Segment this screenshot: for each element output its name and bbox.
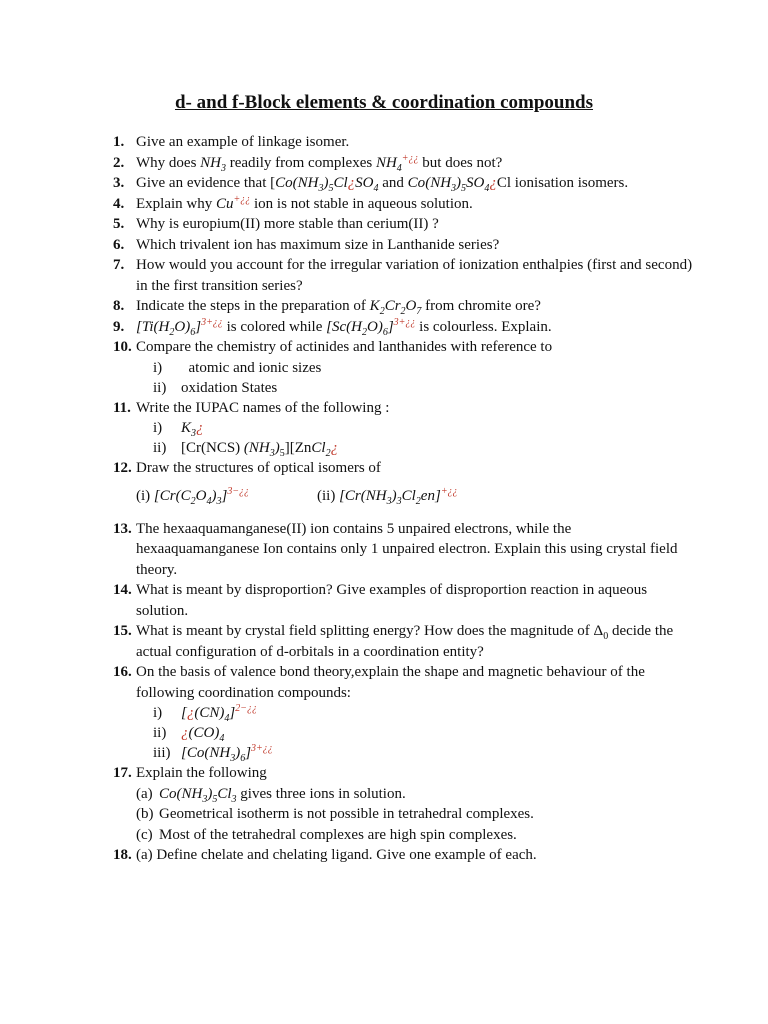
formula-part: Co [159,785,177,802]
formula-part: NH [365,487,387,504]
question-number: 1. [113,134,125,150]
formula: $[¿(CN)_4]^{2-¿¿}$ [181,703,257,724]
formula-part: O [195,487,207,504]
sub-item [113,743,693,763]
option-i [136,485,317,507]
sub-item [113,358,693,378]
question-text: What is meant by disproportion? Give examples of disproportion reaction in aqueous solution. [136,582,648,619]
subscript: 3 [231,793,237,805]
question-14 [113,580,693,621]
formula-part: Cr [344,487,361,504]
formula-part: NH [297,175,319,191]
charge-superscript: 3+¿¿ [201,316,223,328]
text-segment: Give an evidence that [ [136,175,276,191]
subscript: 3 [191,428,197,439]
charge-superscript: +¿¿ [401,152,419,164]
question-text: Explain the following [136,765,267,781]
formula-part: O [366,318,378,335]
text-segment: ion is not stable in aqueous solution. [250,195,473,212]
formula-part: [Cr(NCS) [181,440,244,456]
render-glyph: ¿ [181,725,189,741]
subscript: 3 [216,495,222,507]
subscript: 4 [373,183,379,194]
question-number: 18. [113,847,132,863]
formula: $[Ti(H_2O)_6]^{3+¿¿}$ [136,316,223,338]
sub-item [113,438,693,458]
formula-part: Cr [159,487,176,504]
subscript: 6 [190,326,196,338]
formula-part: Cr [384,298,401,314]
question-number: 14. [113,582,132,598]
formula-part: H [158,318,170,335]
question-number: 12. [113,460,132,476]
subscript: 2 [190,495,196,507]
formula [375,152,419,174]
subscript: 2 [361,326,367,338]
question-number: 2. [113,154,125,171]
question-1 [113,132,693,153]
question-text: (a) Define chelate and chelating ligand. Give one example of each. [136,847,537,863]
question-7 [113,255,693,296]
question-number: 9. [113,318,125,335]
render-glyph: ¿ [489,175,497,191]
question-10 [113,337,693,358]
question-8 [113,296,693,317]
question-4 [113,194,693,215]
subscript: 5 [212,793,218,805]
formula: $[Cr(NH_3)_3Cl_2en]^{+¿¿}$ [339,485,458,507]
text-segment: decide the actual configuration of d-orbitals in a coordination entity? [136,623,674,660]
sub-item [113,825,693,846]
question-text: Compare the chemistry of actinides and lanthanides with reference to [136,339,553,355]
text-segment: but does not? [418,154,503,171]
render-glyph: ¿ [196,420,204,436]
text-segment: and [378,175,408,191]
question-9 [113,317,693,338]
question-text: Give an example of linkage isomer. [136,134,350,150]
render-glyph: ¿ [186,705,195,721]
sub-item-text: Geometrical isotherm is not possible in tetrahedral complexes. [159,806,534,822]
subscript: 3 [386,495,392,507]
sub-item-number: i) [153,359,163,376]
text-segment: readily from complexes [226,154,376,171]
question-18 [113,845,693,866]
formula-part: NH [430,175,452,191]
sub-item-text: Most of the tetrahedral complexes are high spin complexes. [159,826,517,843]
subscript: 5 [461,183,467,194]
text-segment: Why does [136,154,201,171]
question-6 [113,235,693,256]
subscript: 2 [379,306,385,317]
subscript: 2 [325,448,331,459]
sub-item-text: atomic and ionic sizes [181,359,322,376]
formula-part: CO [193,725,215,741]
text-segment: from chromite ore? [421,298,541,314]
formula-part: H [351,318,362,335]
subscript: 6 [382,326,388,338]
sub-item [113,784,693,805]
question-text: How would you account for the irregular variation of ionization enthalpies (first and second) in the first transition series? [136,257,693,294]
formula: $Co(NH_3)_5Cl¿SO_4$ [275,175,379,194]
subscript: 5 [328,183,334,194]
text-segment: Explain why [136,195,216,212]
question-text: Why is europium(II) more stable than cerium(II) ? [136,216,439,232]
question-number: 11. [113,399,131,416]
charge-superscript: 3+¿¿ [251,743,273,754]
subscript: 3 [318,183,324,194]
charge-superscript: 2−¿¿ [235,703,257,714]
formula-part: $(NH_3)$ [243,440,280,459]
charge-superscript: 3−¿¿ [227,485,250,497]
formula-part: Co [275,175,293,191]
formula-part: SO [466,175,485,191]
question-number: 6. [113,236,125,253]
subscript: 0 [603,631,609,642]
formula-part: ][Zn [284,440,312,456]
sub-item [113,378,693,398]
question-number: 13. [113,520,132,537]
sub-item-number: ii) [153,440,167,456]
text-segment: What is meant by crystal field splitting energy? How does the magnitude of [136,623,594,639]
question-12 [113,458,693,479]
question-number: 4. [113,195,125,212]
formula-part: NH [248,440,270,456]
subscript: 4 [484,183,490,194]
text-segment: Indicate the steps in the preparation of [136,298,370,314]
sub-item-number: (c) [136,826,153,843]
question-3 [113,173,693,194]
formula-part: Δ [593,623,604,639]
formula-part: Cl [401,487,416,504]
sub-item-number: ii) [153,379,167,396]
text-segment: Cl ionisation isomers. [496,175,629,191]
question-13 [113,519,693,581]
question-number: 17. [113,765,132,781]
option-label: (i) [136,487,154,504]
subscript: 4 [224,713,230,724]
subscript: 7 [416,306,422,317]
formula [181,418,204,438]
subscript: 3 [221,162,226,174]
sub-item-number: (a) [136,785,153,802]
formula-part: [Sc [326,318,347,335]
sub-item-number: iii) [153,745,171,761]
formula-part: [Ti [136,318,154,335]
formula-part: Cl [311,440,326,456]
subscript: 2 [415,495,421,507]
formula: $[Co(NH_3)_6]^{3+¿¿}$ [181,743,273,764]
charge-superscript: 3+¿¿ [393,316,416,328]
formula [593,623,609,642]
formula-part: NH [200,154,221,171]
question-text: Write the IUPAC names of the following : [136,399,390,416]
sub-item-number: ii) [153,725,167,741]
formula-part: NH [209,745,231,761]
sub-item-number: (b) [136,806,154,822]
question-text [136,621,693,662]
text-segment: gives three ions in solution. [236,785,406,802]
sub-item [113,804,693,825]
formula-part: Co [186,745,205,761]
question-17 [113,763,693,784]
render-glyph: ¿ [330,440,339,456]
formula-part: Cl [333,175,348,191]
option-ii [317,485,458,507]
question-number: 16. [113,664,132,680]
question-text [136,194,693,215]
question-15 [113,621,693,662]
sub-item [113,703,693,723]
formula: ¿$(CO)_4$ [181,725,225,744]
question-number: 15. [113,623,132,639]
formula-part: SO [355,175,374,191]
subscript: 3 [230,753,236,764]
sub-item-text [159,784,406,805]
option-label: (ii) [317,487,340,504]
question-number: 3. [113,175,125,191]
question-text: The hexaaquamanganese(II) ion contains 5 unpaired electrons, while the hexaaquamanganese Ion contains only 1 unpaired electron. Explain this using crystal field theory. [136,520,678,578]
subscript: 2 [169,326,175,338]
subscript: 3 [396,495,402,507]
question-list [113,132,693,866]
optical-isomer-options [136,479,693,519]
sub-item-number: i) [153,420,163,436]
subscript: 4 [396,162,402,174]
formula-part: Cl [217,785,232,802]
question-text [136,153,693,174]
subscript: 5 [279,448,285,459]
formula: $Co(NH_3)_5Cl_3$ [159,785,237,805]
formula-part: en [420,487,435,504]
question-number: 5. [113,216,125,232]
formula [181,438,338,458]
question-number: 7. [113,257,125,273]
question-text: Draw the structures of optical isomers of [136,460,381,476]
subscript: 3 [451,183,457,194]
subscript: 3 [269,448,275,459]
question-text [136,296,693,317]
question-16 [113,662,693,703]
question-number: 8. [113,298,125,314]
subscript: 2 [400,306,406,317]
sub-item [113,723,693,743]
formula: $[Cr(C_2O_4)_3]^{3-¿¿}$ [153,485,250,507]
formula-part: NH [375,154,397,171]
subscript: 3 [202,793,208,805]
formula-part: NH [181,785,203,802]
question-11 [113,398,693,419]
formula [200,154,226,174]
formula-part: CN [199,705,220,721]
sub-item-text: oxidation States [181,379,278,396]
text-segment: is colored while [222,318,327,335]
formula: $Co(NH_3)_5SO_4¿$ [407,175,497,194]
render-glyph: ¿ [347,175,356,191]
formula-part: O [174,318,186,335]
question-text [136,317,693,338]
formula [369,298,422,317]
formula-part [311,440,339,459]
document-title: d- and f-Block elements & coordination compounds [174,92,594,113]
formula-part: C [180,487,191,504]
subscript: 6 [240,753,246,764]
charge-superscript: +¿¿ [233,193,251,205]
question-text: On the basis of valence bond theory,explain the shape and magnetic behaviour of the following coordination compounds: [136,664,645,701]
formula-part: K [369,298,380,314]
formula: $[Sc(H_2O)_6]^{3+¿¿}$ [326,316,416,338]
question-text: Which trivalent ion has maximum size in Lanthanide series? [136,236,500,253]
formula-part: O [405,298,417,314]
charge-superscript: +¿¿ [440,485,458,497]
sub-item-number: i) [153,705,163,721]
formula-part: Cu [216,195,234,212]
subscript: 4 [219,733,225,744]
question-number: 10. [113,339,132,355]
question-5 [113,214,693,235]
text-segment: is colourless. Explain. [415,318,552,335]
formula-part: K [181,420,192,436]
formula-part: Co [407,175,426,191]
sub-item [113,418,693,438]
question-2 [113,153,693,174]
formula [216,193,251,212]
question-text [136,173,693,194]
subscript: 4 [206,495,212,507]
